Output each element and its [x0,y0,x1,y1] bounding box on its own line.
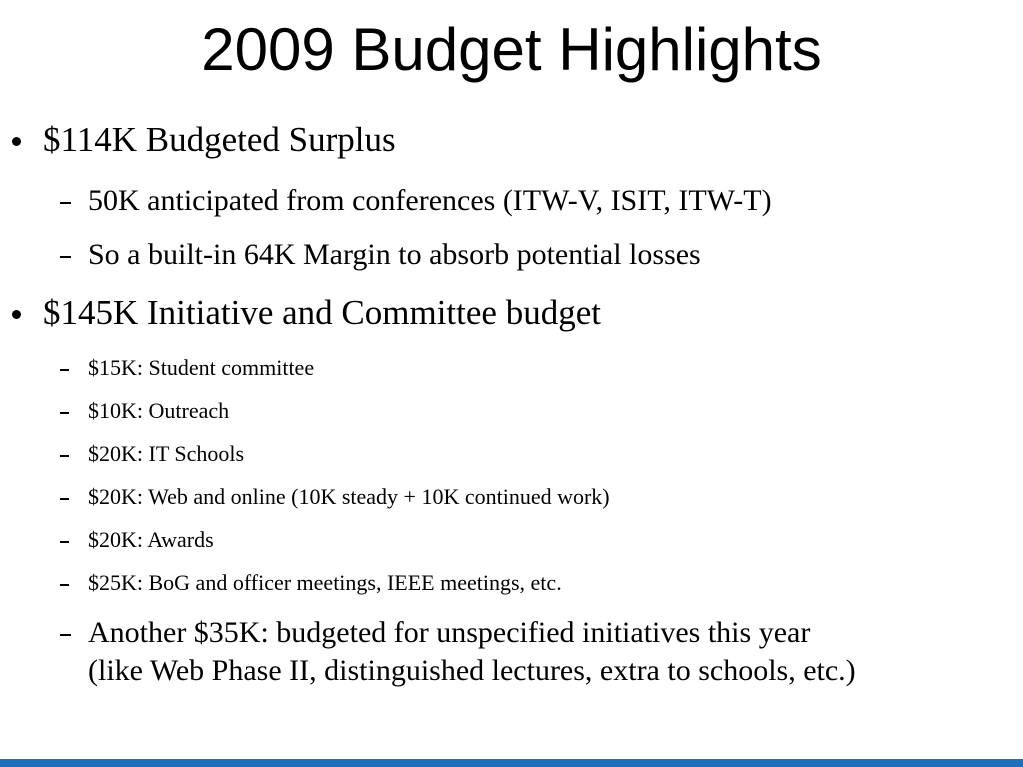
dash-icon [60,498,69,500]
dash-icon [60,369,69,371]
dash-icon [60,634,71,636]
bullet-text: $114K Budgeted Surplus [43,120,396,159]
bullet-dot-icon [12,137,21,146]
sub-bullet-text: So a built-in 64K Margin to absorb potential losses [88,238,701,271]
sub-bullet-text: Another $35K: budgeted for unspecified initiatives this year [88,616,811,649]
sub-bullet-text: 50K anticipated from conferences (ITW-V, ISIT, ITW-T) [88,184,772,217]
dash-icon [60,455,69,457]
dash-icon [60,412,69,414]
bullet-dot-icon [12,310,21,319]
slide-title: 2009 Budget Highlights [201,16,822,83]
sub-bullet-text: $20K: IT Schools [88,441,245,466]
sub-bullet-text: $15K: Student committee [88,355,315,380]
sub-bullet-text: $20K: Awards [88,527,214,552]
dash-icon [60,541,69,543]
sub-bullet-text: (like Web Phase II, distinguished lectures, extra to schools, etc.) [88,654,856,687]
dash-icon [60,202,71,204]
dash-icon [60,584,69,586]
sub-bullet-text: $10K: Outreach [88,398,230,423]
dash-icon [60,256,71,258]
bullet-text: $145K Initiative and Committee budget [43,293,601,332]
sub-bullet-text: $25K: BoG and officer meetings, IEEE meetings, etc. [88,570,562,595]
footer-bar [0,759,1023,767]
sub-bullet-text: $20K: Web and online (10K steady + 10K continued work) [88,484,610,509]
